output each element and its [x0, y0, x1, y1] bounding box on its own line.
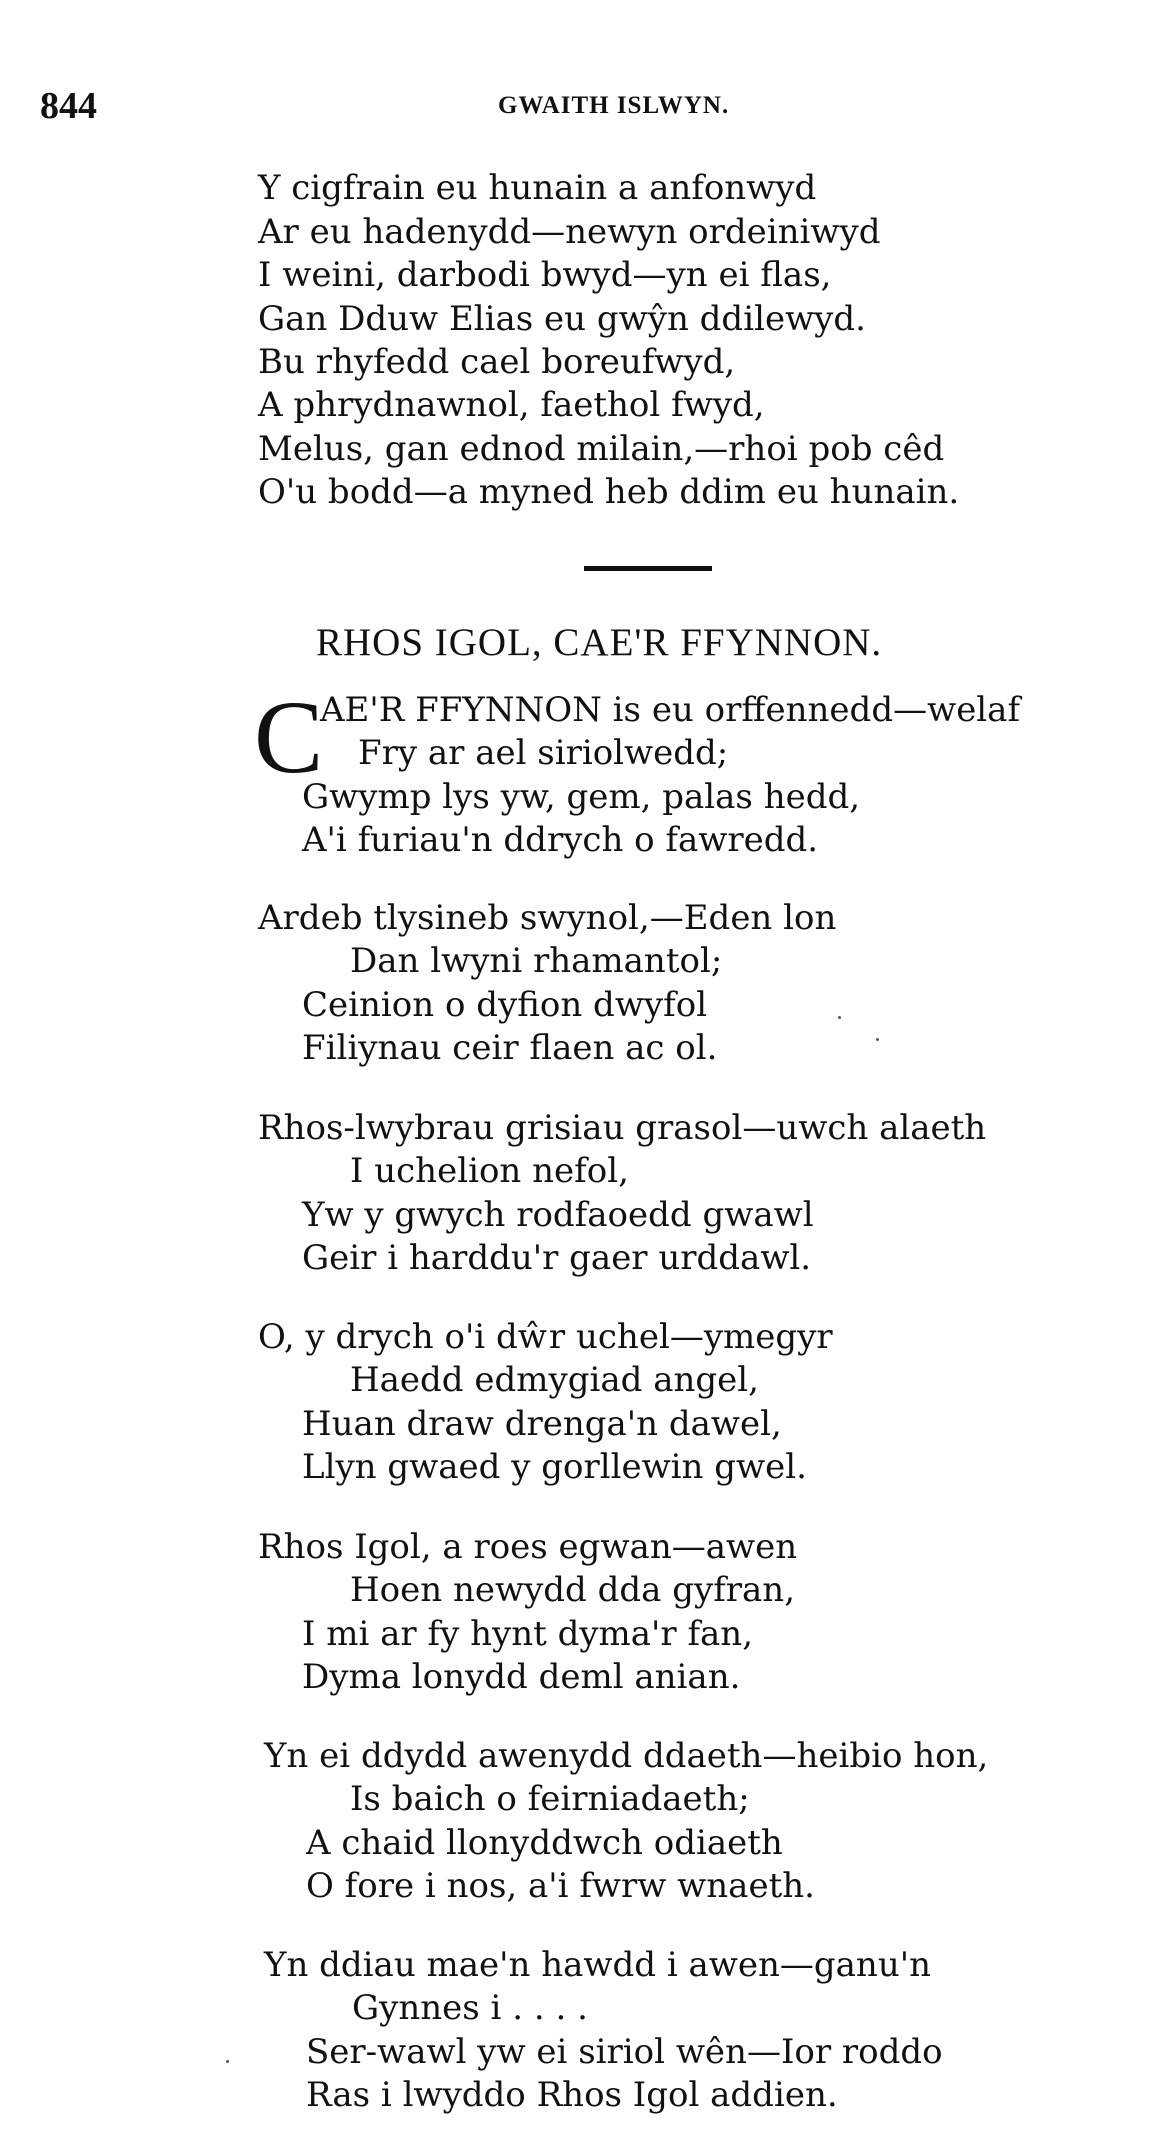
verse-line: I mi ar fy hynt dyma'r fan,: [302, 1614, 754, 1654]
verse-line: Haedd edmygiad angel,: [350, 1360, 759, 1400]
verse-line: Gwymp lys yw, gem, palas hedd,: [302, 777, 861, 817]
verse-line: A phrydnawnol, faethol fwyd,: [258, 385, 765, 425]
verse-line: Hoen newydd dda gyfran,: [350, 1570, 796, 1610]
verse-line: Ser-wawl yw ei siriol wên—Ior roddo: [306, 2032, 943, 2072]
section-divider: [584, 566, 712, 571]
verse-line: Gynnes i . . . .: [352, 1988, 588, 2028]
verse-line: Geir i harddu'r gaer urddawl.: [302, 1238, 812, 1278]
verse-line: Llyn gwaed y gorllewin gwel.: [302, 1447, 807, 1487]
verse-line: Ardeb tlysineb swynol,—Eden lon: [258, 898, 837, 938]
verse-line: Fry ar ael siriolwedd;: [358, 733, 729, 773]
verse-line: Ceinion o dyfion dwyfol: [302, 985, 708, 1025]
verse-line: O'u bodd—a myned heb ddim eu hunain.: [258, 472, 960, 512]
verse-line: Rhos-lwybrau grisiau grasol—uwch alaeth: [258, 1108, 987, 1148]
verse-line: O, y drych o'i dŵr uchel—ymegyr: [258, 1317, 833, 1357]
page-number: 844: [40, 85, 97, 127]
verse-line: Yw y gwych rodfaoedd gwawl: [302, 1195, 814, 1235]
verse-line: I uchelion nefol,: [350, 1151, 629, 1191]
drop-cap: C: [254, 680, 324, 795]
print-speck: [226, 2060, 229, 2063]
verse-line: O fore i nos, a'i fwrw wnaeth.: [306, 1866, 815, 1906]
verse-line: A chaid llonyddwch odiaeth: [306, 1823, 783, 1863]
verse-line: Filiynau ceir flaen ac ol.: [302, 1028, 718, 1068]
verse-line: Is baich o feirniadaeth;: [350, 1779, 750, 1819]
verse-line: Dan lwyni rhamantol;: [350, 941, 723, 981]
verse-line: Dyma lonydd deml anian.: [302, 1657, 741, 1697]
verse-line: Huan draw drenga'n dawel,: [302, 1404, 782, 1444]
verse-line: AE'R FFYNNON is eu orffennedd—welaf: [320, 690, 1021, 730]
print-speck: [838, 1016, 841, 1019]
verse-line: Gan Dduw Elias eu gwŷn ddilewyd.: [258, 299, 866, 339]
running-head: GWAITH ISLWYN.: [498, 92, 730, 119]
verse-line: I weini, darbodi bwyd—yn ei flas,: [258, 255, 832, 295]
verse-line: Yn ei ddydd awenydd ddaeth—heibio hon,: [264, 1736, 989, 1776]
print-speck: [876, 1038, 879, 1041]
verse-line: Bu rhyfedd cael boreufwyd,: [258, 342, 736, 382]
verse-line: Ar eu hadenydd—newyn ordeiniwyd: [258, 212, 881, 252]
verse-line: A'i furiau'n ddrych o fawredd.: [302, 820, 819, 860]
verse-line: Yn ddiau mae'n hawdd i awen—ganu'n: [264, 1945, 931, 1985]
section-title: RHOS IGOL, CAE'R FFYNNON.: [316, 621, 883, 664]
verse-line: Ras i lwyddo Rhos Igol addien.: [306, 2075, 838, 2115]
verse-line: Melus, gan ednod milain,—rhoi pob cêd: [258, 429, 945, 469]
verse-line: Y cigfrain eu hunain a anfonwyd: [258, 168, 817, 208]
verse-line: Rhos Igol, a roes egwan—awen: [258, 1527, 798, 1567]
